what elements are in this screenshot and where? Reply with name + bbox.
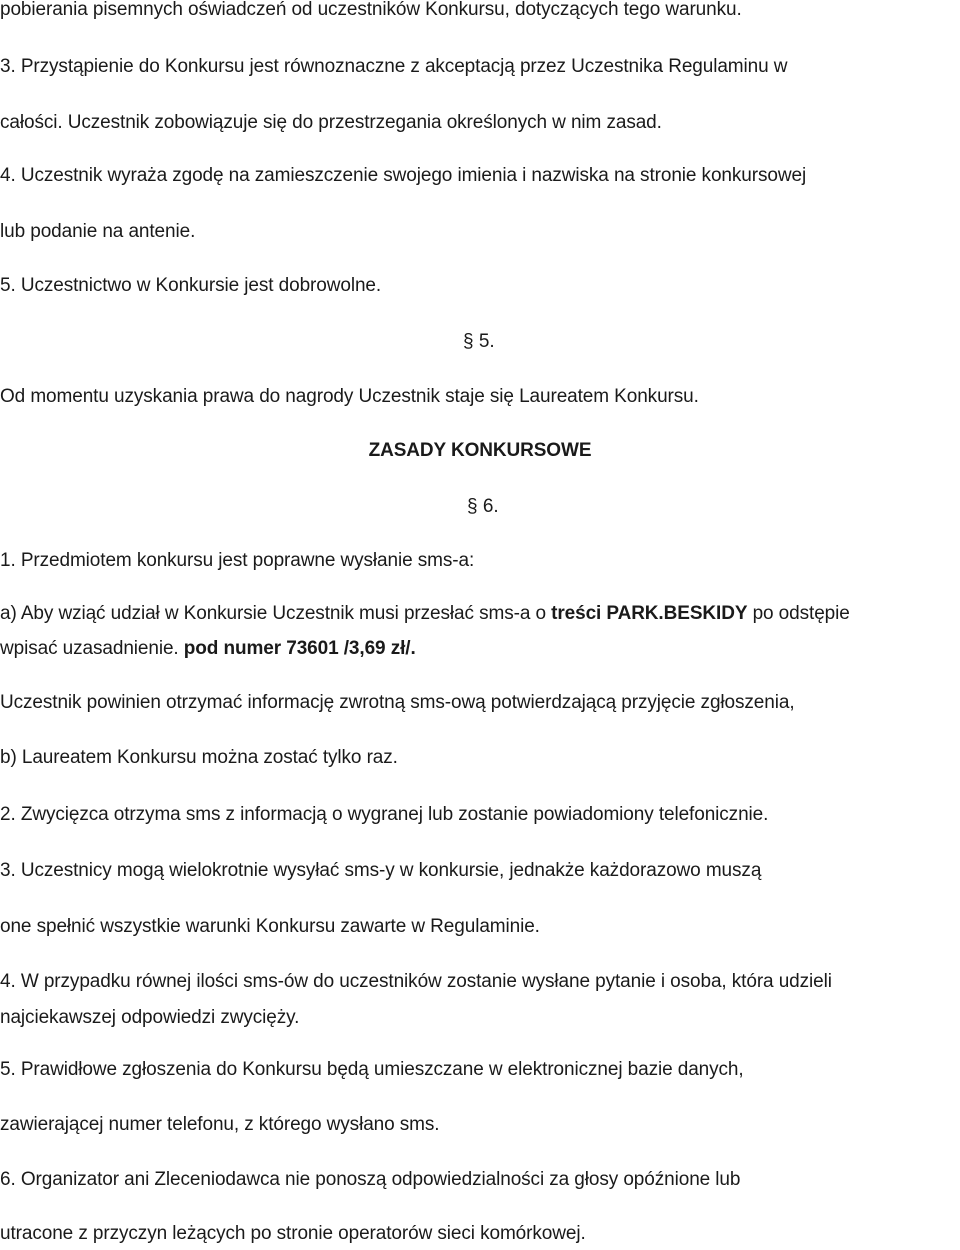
section-6-item-6: 6. Organizator ani Zleceniodawca nie ponoszą odpowiedzialności za głosy opóźnione lub: [0, 1169, 741, 1190]
section-6-item-2: 2. Zwycięzca otrzyma sms z informacją o wygranej lub zostanie powiadomiony telefonicznie.: [0, 804, 769, 825]
sms-content-label: treści PARK.: [551, 603, 664, 624]
paragraph-line: pobierania pisemnych oświadczeń od uczestników Konkursu, dotyczących tego warunku.: [0, 0, 742, 20]
section-6-item-6-continuation: utracone z przyczyn leżących po stronie operatorów sieci komórkowej.: [0, 1223, 586, 1244]
list-item-4-continuation: lub podanie na antenie.: [0, 221, 196, 242]
section-6-item-a-continuation: [0, 637, 416, 661]
section-6-item-4-continuation: najciekawszej odpowiedzi zwycięży.: [0, 1007, 300, 1028]
section-6-item-3: 3. Uczestnicy mogą wielokrotnie wysyłać sms-y w konkursie, jednakże każdorazowo muszą: [0, 860, 762, 881]
section-6-item-3-continuation: one spełnić wszystkie warunki Konkursu zawarte w Regulaminie.: [0, 916, 540, 937]
section-6-item-a: [0, 602, 850, 626]
item-a-text-end: po odstępie: [747, 603, 850, 624]
list-item-4: 4. Uczestnik wyraża zgodę na zamieszczenie swojego imienia i nazwiska na stronie konkursowej: [0, 165, 807, 186]
list-item-3-continuation: całości. Uczestnik zobowiązuje się do przestrzegania określonych w nim zasad.: [0, 112, 662, 133]
section-6-item-4: 4. W przypadku równej ilości sms-ów do uczestników zostanie wysłane pytanie i osoba, która udzieli: [0, 971, 832, 992]
item-a-text: a) Aby wziąć udział w Konkursie Uczestnik musi przesłać sms-a o: [0, 603, 552, 624]
item-a-justification: wpisać uzasadnienie.: [0, 638, 184, 659]
confirmation-text: Uczestnik powinien otrzymać informację zwrotną sms-ową potwierdzającą przyjęcie zgłoszenia,: [0, 692, 795, 713]
section-5-heading: § 5.: [463, 331, 495, 352]
section-6-item-b: b) Laureatem Konkursu można zostać tylko raz.: [0, 747, 398, 768]
list-item-3: 3. Przystąpienie do Konkursu jest równoznaczne z akceptacją przez Uczestnika Regulaminu w: [0, 56, 788, 77]
section-5-text: Od momentu uzyskania prawa do nagrody Uczestnik staje się Laureatem Konkursu.: [0, 386, 699, 407]
section-6-number: 6.: [482, 496, 499, 517]
section-6-item-5: 5. Prawidłowe zgłoszenia do Konkursu będą umieszczane w elektronicznej bazie danych,: [0, 1059, 744, 1080]
rules-title: ZASADY KONKURSOWE: [368, 440, 592, 461]
list-item-5: 5. Uczestnictwo w Konkursie jest dobrowolne.: [0, 275, 382, 296]
section-6-item-1: 1. Przedmiotem konkursu jest poprawne wysłanie sms-a:: [0, 550, 475, 571]
section-6-item-5-continuation: zawierającej numer telefonu, z którego wysłano sms.: [0, 1114, 440, 1135]
sms-number: pod numer 73601 /3,69 zł/.: [183, 638, 416, 659]
sms-keyword: BESKIDY: [663, 603, 748, 624]
section-5-number: 5.: [478, 331, 495, 352]
section-6-heading: § 6.: [467, 496, 499, 517]
